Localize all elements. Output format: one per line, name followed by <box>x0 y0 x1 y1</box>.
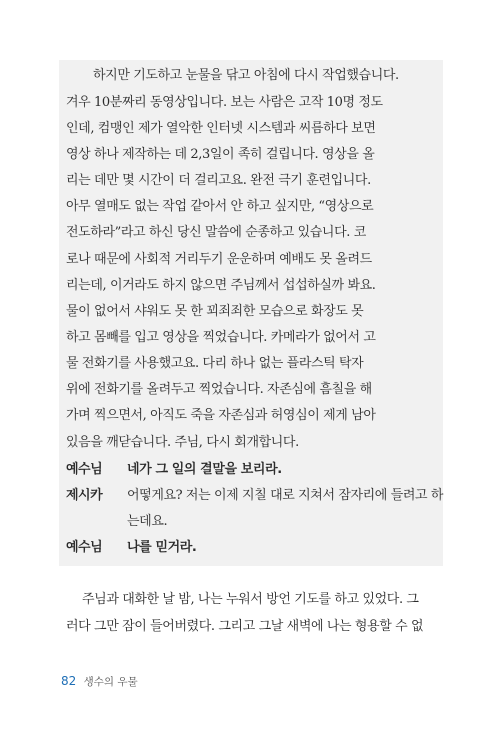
prayer-line: 영상 하나 제작하는 데 2,3일이 족히 걸립니다. 영상을 올 <box>66 147 375 162</box>
prayer-line: 로나 때문에 사회적 거리두기 운운하며 예배도 못 올려드 <box>66 252 372 267</box>
narrative-line: 주님과 대화한 날 밤, 나는 누워서 방언 기도를 하고 있었다. 그 <box>82 592 419 607</box>
prayer-line: 있음을 깨닫습니다. 주님, 다시 회개합니다. <box>66 435 299 450</box>
book-title: 생수의 우물 <box>83 676 138 688</box>
dialogue-text: 는데요. <box>127 514 168 529</box>
prayer-line: 전도하라”라고 하신 당신 말씀에 순종하고 있습니다. 코 <box>66 225 366 240</box>
page-footer <box>61 674 138 689</box>
prayer-line: 리는 데만 몇 시간이 더 걸리고요. 완전 극기 훈련입니다. <box>66 173 371 188</box>
prayer-line: 물 전화기를 사용했고요. 다리 하나 없는 플라스틱 탁자 <box>66 356 364 371</box>
prayer-line: 물이 없어서 샤워도 못 한 꾀죄죄한 모습으로 화장도 못 <box>66 304 364 319</box>
prayer-line: 인데, 컴맹인 제가 열악한 인터넷 시스템과 씨름하다 보면 <box>66 121 376 136</box>
prayer-line: 아무 열매도 없는 작업 같아서 안 하고 싶지만, “영상으로 <box>66 199 374 214</box>
prayer-line: 가며 찍으면서, 아직도 죽을 자존심과 허영심이 제게 남아 <box>66 408 376 423</box>
page-number: 82 <box>61 674 77 688</box>
prayer-line: 하지만 기도하고 눈물을 닦고 아침에 다시 작업했습니다. <box>93 68 399 83</box>
prayer-line: 리는데, 이거라도 하지 않으면 주님께서 섭섭하실까 봐요. <box>66 278 376 293</box>
dialogue-text: 나를 믿거라. <box>127 540 197 555</box>
narrative-line: 러다 그만 잠이 들어버렸다. 그리고 그날 새벽에 나는 형용할 수 없 <box>66 619 424 634</box>
prayer-line: 겨우 10분짜리 동영상입니다. 보는 사람은 고작 10명 정도 <box>66 95 383 110</box>
speaker-label: 제시카 <box>66 488 103 503</box>
prayer-line: 하고 몸빼를 입고 영상을 찍었습니다. 카메라가 없어서 고 <box>66 330 376 345</box>
prayer-line: 위에 전화기를 올려두고 찍었습니다. 자존심에 흠칠을 해 <box>66 382 372 397</box>
dialogue-text: 네가 그 일의 결말을 보리라. <box>127 462 282 477</box>
speaker-label: 예수님 <box>66 540 103 555</box>
dialogue-text: 어떻게요? 저는 이제 지칠 대로 지쳐서 잠자리에 들려고 하 <box>127 488 444 503</box>
speaker-label: 예수님 <box>66 462 103 477</box>
